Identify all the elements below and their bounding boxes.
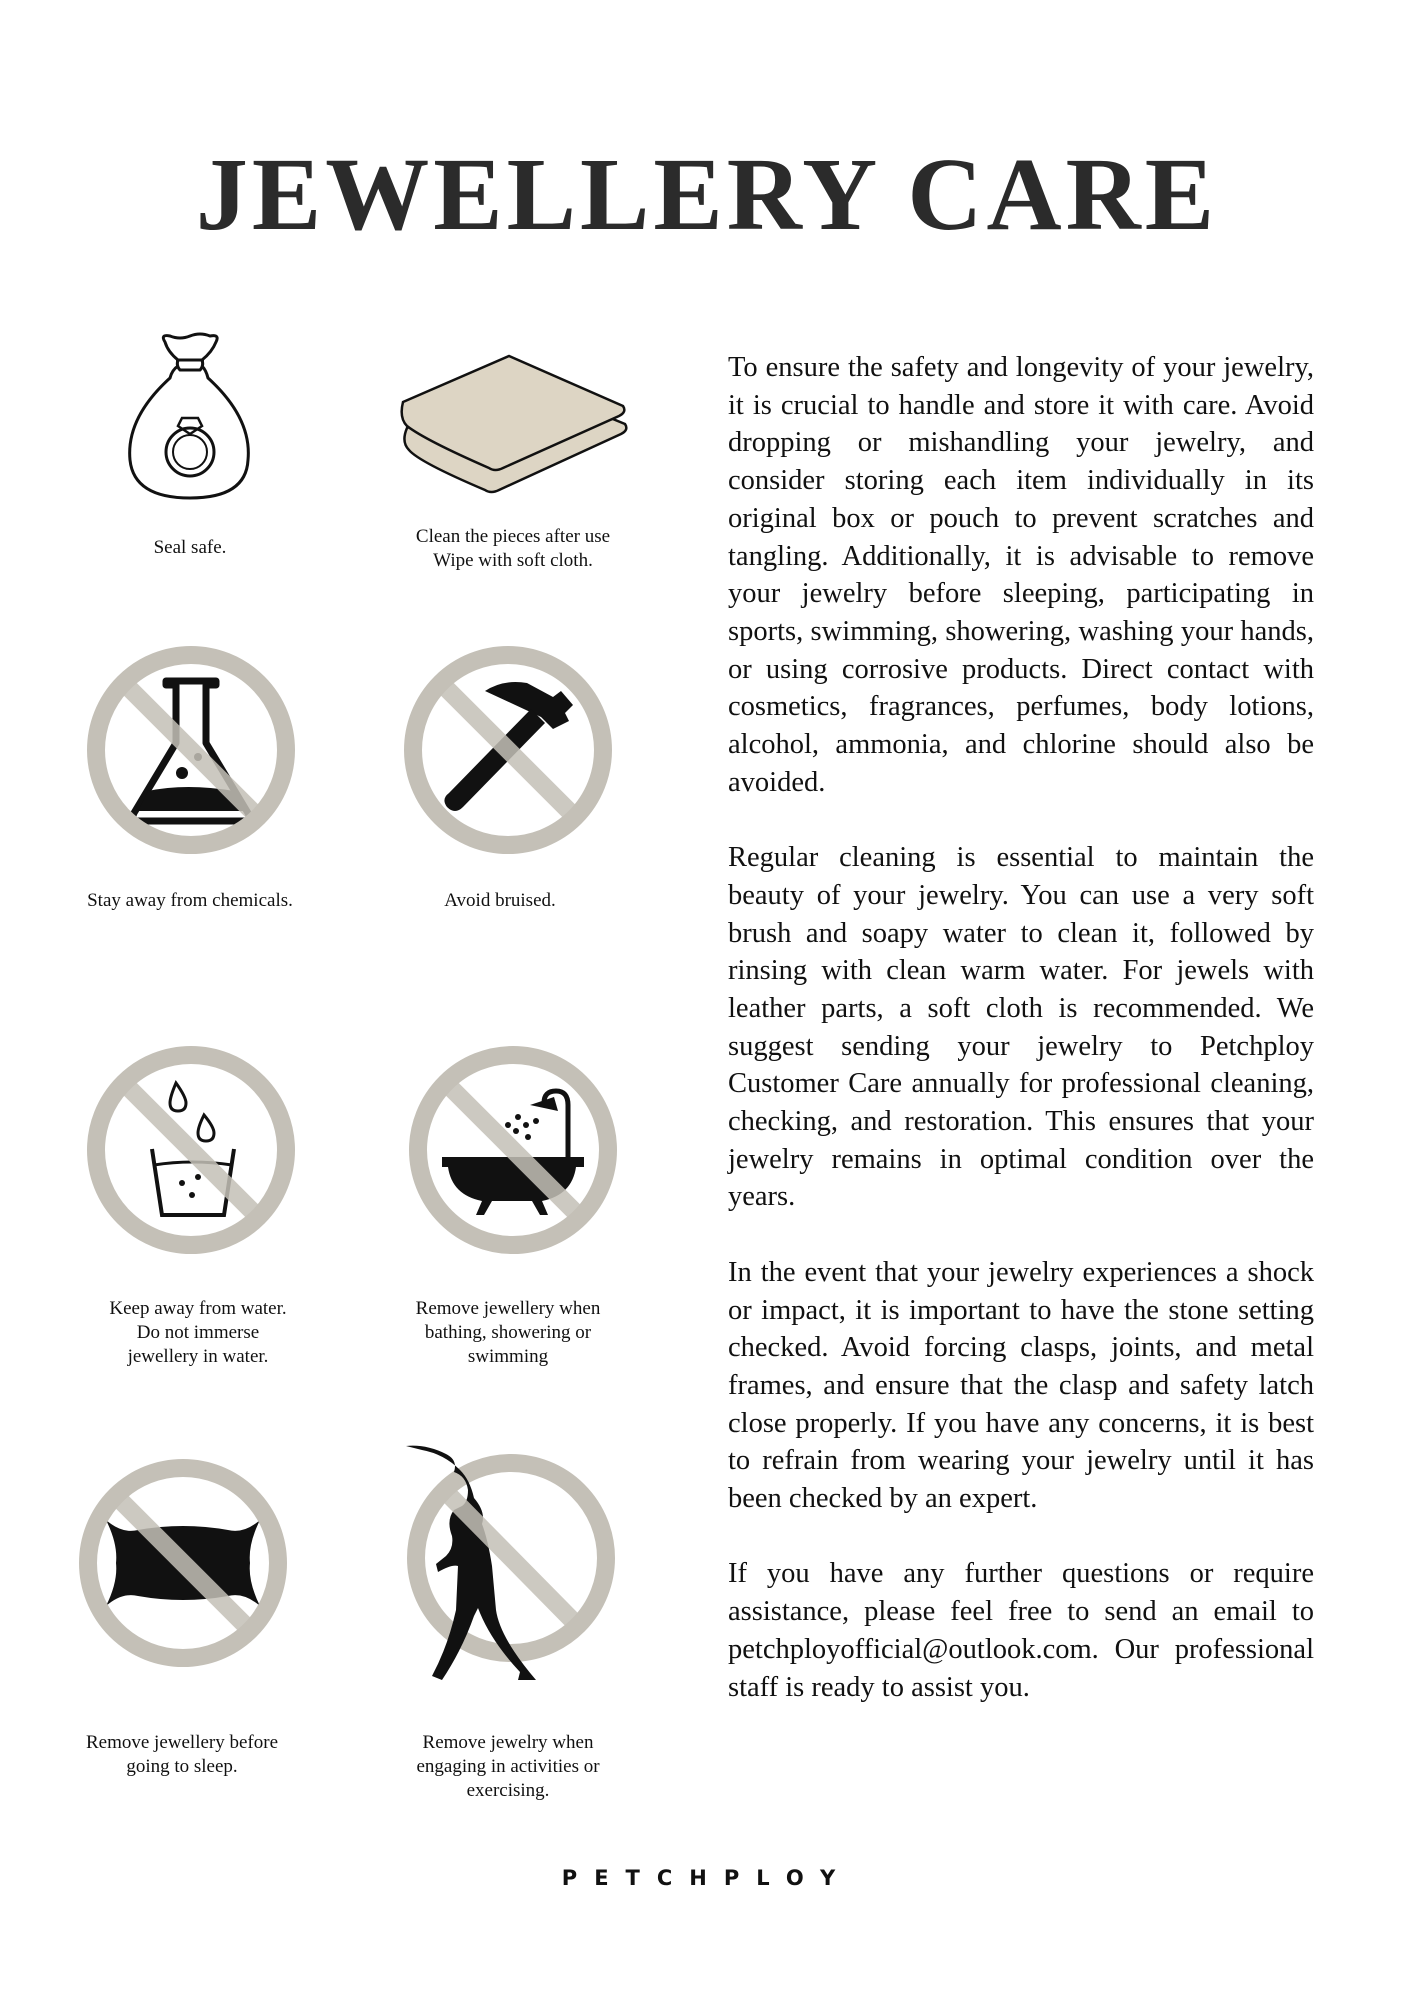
paragraph-handling: To ensure the safety and longevity of your jewelry, it is crucial to handle and store it with care. Avoid dropping or mishandling your jewelry, and consider storing each item individually in its original box or pouch to prevent scratches and tangling. Additionally, it is advisable to remove your jewelry before sleeping, participating in sports, swimming, showering, washing your hands, or using corrosive products. Direct contact with cosmetics, fragrances, perfumes, body lotions, alcohol, ammonia, and chlorine should also be avoided. [728, 352, 1314, 798]
caption-remove-exercise: Remove jewelry when engaging in activities or exercising. [416, 1732, 600, 1801]
no-water-icon [86, 1045, 296, 1255]
paragraph-impact: In the event that your jewelry experiences a shock or impact, it is important to have the stone setting checked. Avoid forcing clasps, joints, and metal frames, and ensure that the clasp and safety latch close properly. If you have any concerns, it is best to refrain from wearing your jewelry until it has been checked by an expert. [728, 1256, 1314, 1515]
paragraph-cleaning: Regular cleaning is essential to maintain the beauty of your jewelry. You can use a very soft brush and soapy water to clean it, followed by rinsing with clean warm water. For jewels with leather parts, a soft cloth is recommended. We suggest sending your jewelry to Petchploy Customer Care annually for professional cleaning, checking, and restoration. This ensures that your jewelry remains in optimal condition over the years. [728, 842, 1314, 1213]
brand-footer: PETCHPLOY [561, 1866, 853, 1890]
caption-avoid-bruised: Avoid bruised. [444, 890, 556, 911]
no-exercise-icon [396, 1440, 616, 1690]
no-bathtub-icon [408, 1045, 618, 1255]
caption-remove-sleep: Remove jewellery before going to sleep. [85, 1732, 279, 1777]
page-title: JEWELLERY CARE [195, 137, 1219, 252]
no-pillow-icon [78, 1458, 288, 1668]
pouch-ring-icon [120, 330, 260, 510]
caption-clean-pieces: Clean the pieces after use Wipe with soft cloth. [415, 526, 611, 571]
care-instructions-text [728, 349, 1314, 1744]
paragraph-contact: If you have any further questions or require assistance, please feel free to send an email to petchployofficial@outlook.com. Our professional staff is ready to assist you. [728, 1558, 1314, 1703]
caption-remove-bathing: Remove jewellery when bathing, showering or swimming [415, 1298, 601, 1367]
no-hammer-icon [403, 645, 613, 855]
caption-stay-away-chemicals: Stay away from chemicals. [87, 890, 293, 911]
cloth-icon [395, 350, 635, 500]
no-chemicals-icon [86, 645, 296, 855]
caption-keep-away-water: Keep away from water. Do not immerse jewellery in water. [109, 1298, 287, 1367]
caption-seal-safe: Seal safe. [153, 537, 227, 558]
